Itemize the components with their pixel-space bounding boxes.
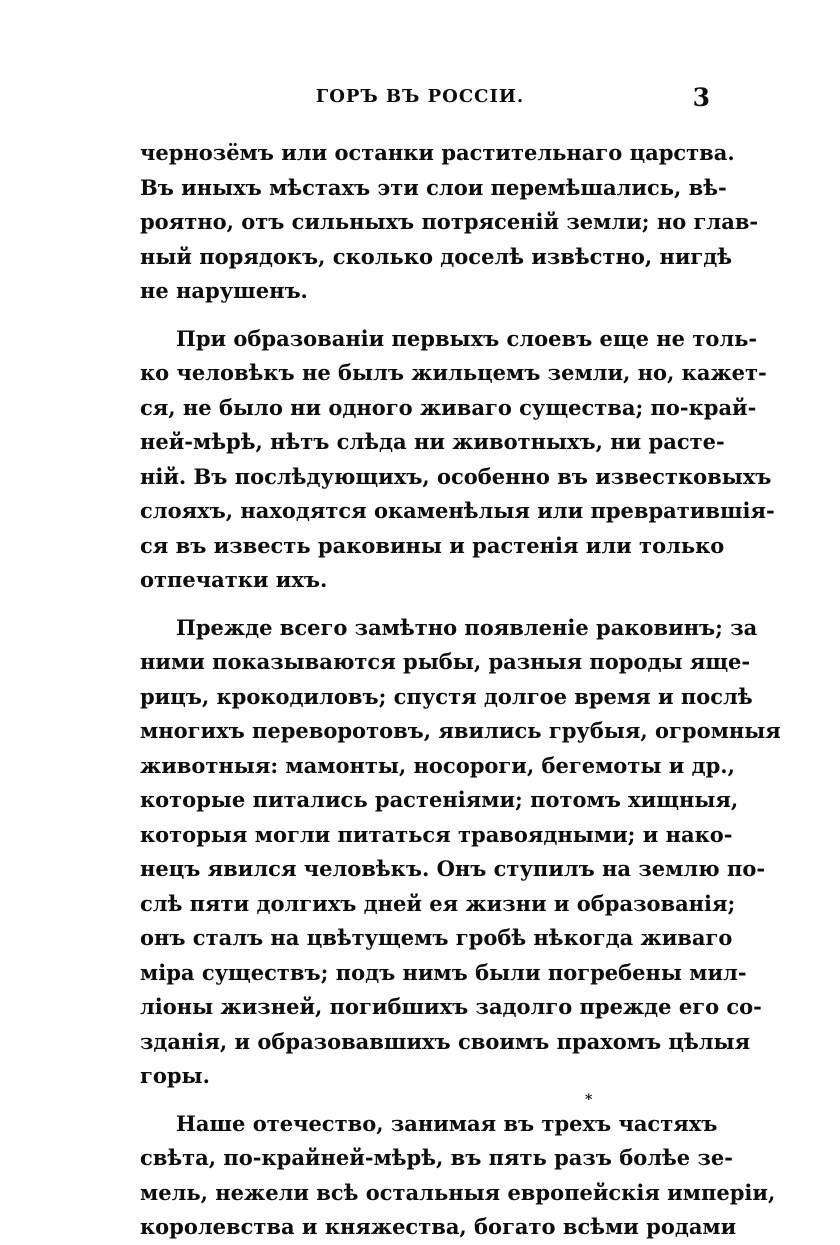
- text-line: онъ сталъ на цвѣтущемъ гробѣ нѣкогда живаго: [140, 925, 733, 950]
- text-line: ліоны жизней, погибшихъ задолго прежде его со-: [140, 994, 762, 1019]
- text-line: Въ иныхъ мѣстахъ эти слои перемѣшались, вѣ-: [140, 174, 727, 200]
- text-line: Наше отечество, занимая въ трехъ частяхъ: [176, 1110, 718, 1136]
- paragraph-gap: [140, 309, 700, 322]
- text-line: мель, нежели всѣ остальныя европейскія имперіи,: [140, 1179, 776, 1205]
- text-line: слѣ пяти долгихъ дней ея жизни и образованія;: [140, 890, 736, 916]
- text-line: Прежде всего замѣтно появленіе раковинъ; за: [176, 614, 758, 640]
- paragraph: [140, 611, 781, 1094]
- text-line: роятно, отъ сильныхъ потрясеній земли; но глав-: [140, 209, 759, 234]
- running-title: ГОРЪ ВЪ РОССІИ.: [315, 86, 525, 107]
- text-line: ній. Въ послѣдующихъ, особенно въ известковыхъ: [140, 463, 772, 489]
- text-line: ся въ известь раковины и растенія или только: [140, 532, 725, 558]
- text-line: ними показываются рыбы, разныя породы яще-: [140, 649, 751, 674]
- text-line: многихъ переворотовъ, явились грубыя, огромныя: [140, 718, 781, 743]
- text-line: королевства и княжества, богато всѣми родами: [140, 1214, 737, 1239]
- paragraph: [140, 1107, 776, 1245]
- text-line: При образованіи первыхъ слоевъ еще не толь-: [176, 325, 758, 351]
- page-number: 3: [692, 83, 710, 112]
- text-line: свѣта, по-крайней-мѣрѣ, въ пять разъ болѣе зе-: [140, 1145, 733, 1170]
- text-line: которые питались растеніями; потомъ хищныя,: [140, 787, 739, 812]
- text-line: которыя могли питаться травоядными; и нако-: [140, 821, 733, 847]
- text-line: ко человѣкъ не былъ жильцемъ земли, но, кажет-: [140, 360, 767, 385]
- text-line: міра существъ; подъ нимъ были погребены мил-: [140, 959, 747, 985]
- paragraph: [140, 136, 759, 309]
- text-line: ней-мѣрѣ, нѣтъ слѣда ни животныхъ, ни расте-: [140, 429, 725, 454]
- text-line: не нарушенъ.: [140, 278, 308, 303]
- text-line: нецъ явился человѣкъ. Онъ ступилъ на землю по-: [140, 856, 766, 881]
- paragraph-gap: [140, 1094, 700, 1107]
- text-line: горы.: [140, 1063, 210, 1088]
- paragraph: [140, 322, 775, 598]
- text-line: рицъ, крокодиловъ; спустя долгое время и послѣ: [140, 683, 753, 709]
- text-line: животныя: мамонты, носороги, бегемоты и др.,: [140, 752, 735, 778]
- text-line: отпечатки ихъ.: [140, 567, 328, 592]
- running-head: [130, 83, 710, 116]
- paragraph-gap: [140, 598, 700, 611]
- text-line: ся, не было ни одного живаго существа; по-край-: [140, 394, 757, 420]
- text-line: ный порядокъ, сколько доселѣ извѣстно, нигдѣ: [140, 243, 733, 269]
- text-line: чернозёмъ или останки растительнаго царства.: [140, 140, 735, 165]
- text-line: зданія, и образовавшихъ своимъ прахомъ цѣлыя: [140, 1028, 751, 1054]
- signature-mark: *: [585, 1092, 593, 1108]
- text-line: слояхъ, находятся окаменѣлыя или превратившія-: [140, 498, 775, 523]
- body-text: [140, 136, 781, 1245]
